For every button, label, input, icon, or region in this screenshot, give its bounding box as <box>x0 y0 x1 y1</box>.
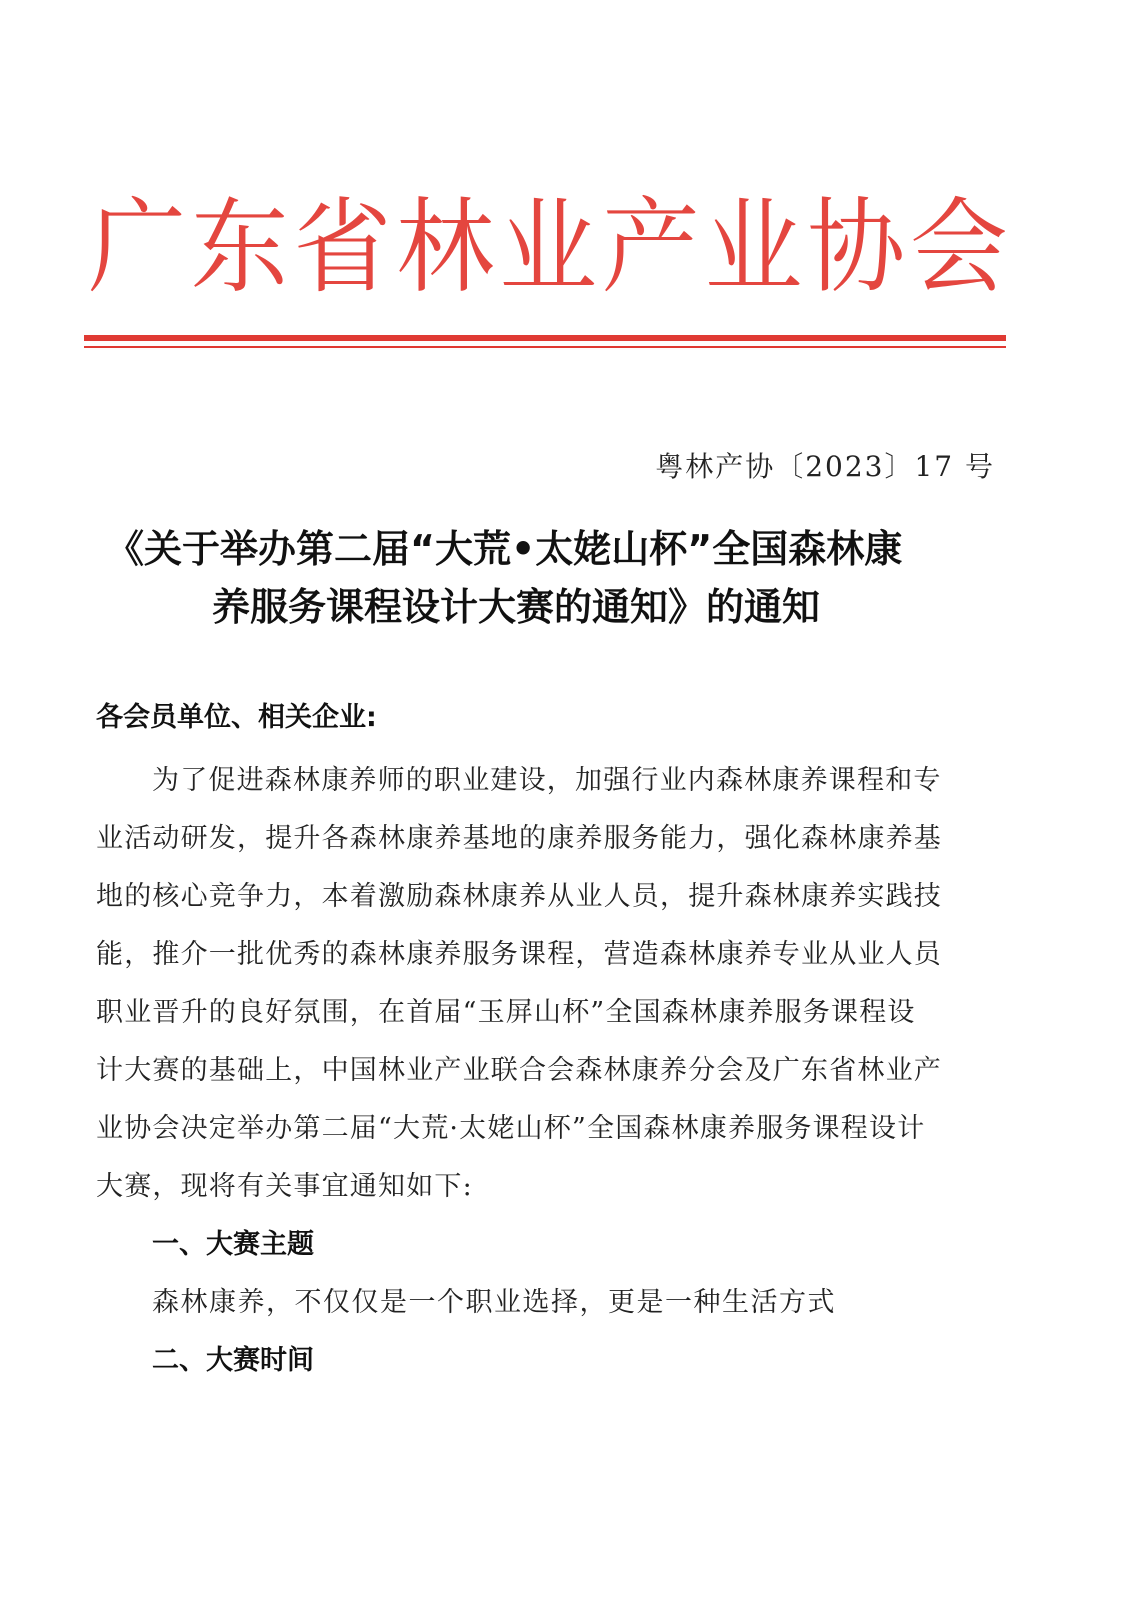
salutation: 各会员单位、相关企业: <box>96 702 377 733</box>
letterhead-char: 会 <box>909 188 1008 308</box>
body-paragraph <box>96 752 991 1216</box>
body-line: 业协会决定举办第二届“大荒·太姥山杯”全国森林康养服务课程设计 <box>96 1113 926 1144</box>
body-line: 为了促进森林康养师的职业建设，加强行业内森林康养课程和专 <box>152 765 942 796</box>
letterhead-char: 业 <box>704 188 803 308</box>
title-line-2: 养服务课程设计大赛的通知》的通知 <box>212 585 821 629</box>
letterhead-char: 东 <box>190 188 289 308</box>
body-line: 职业晋升的良好氛围，在首届“玉屏山杯”全国森林康养服务课程设 <box>96 997 916 1028</box>
letterhead-char: 广 <box>88 188 187 308</box>
letterhead-char: 产 <box>601 188 700 308</box>
document-title <box>96 520 1036 636</box>
section-heading-time: 二、大赛时间 <box>152 1345 314 1376</box>
section-heading-theme: 一、大赛主题 <box>152 1229 314 1260</box>
letterhead <box>88 178 1008 318</box>
letterhead-char: 省 <box>293 188 392 308</box>
body-line: 地的核心竞争力，本着激励森林康养从业人员，提升森林康养实践技 <box>96 881 942 912</box>
letterhead-divider-thick <box>84 335 1006 341</box>
body-line: 能，推介一批优秀的森林康养服务课程，营造森林康养专业从业人员 <box>96 939 942 970</box>
letterhead-char: 业 <box>498 188 597 308</box>
letterhead-divider-thin <box>84 346 1006 348</box>
letterhead-char: 协 <box>807 188 906 308</box>
body-line: 业活动研发，提升各森林康养基地的康养服务能力，强化森林康养基 <box>96 823 942 854</box>
document-number: 粤林产协〔2023〕17 号 <box>655 450 995 483</box>
letterhead-char: 林 <box>396 188 495 308</box>
body-line: 大赛，现将有关事宜通知如下: <box>96 1171 473 1202</box>
section-theme-text: 森林康养，不仅仅是一个职业选择，更是一种生活方式 <box>152 1287 836 1318</box>
title-line-1: 《关于举办第二届“大荒•太姥山杯”全国森林康 <box>106 527 903 571</box>
body-line: 计大赛的基础上，中国林业产业联合会森林康养分会及广东省林业产 <box>96 1055 942 1086</box>
